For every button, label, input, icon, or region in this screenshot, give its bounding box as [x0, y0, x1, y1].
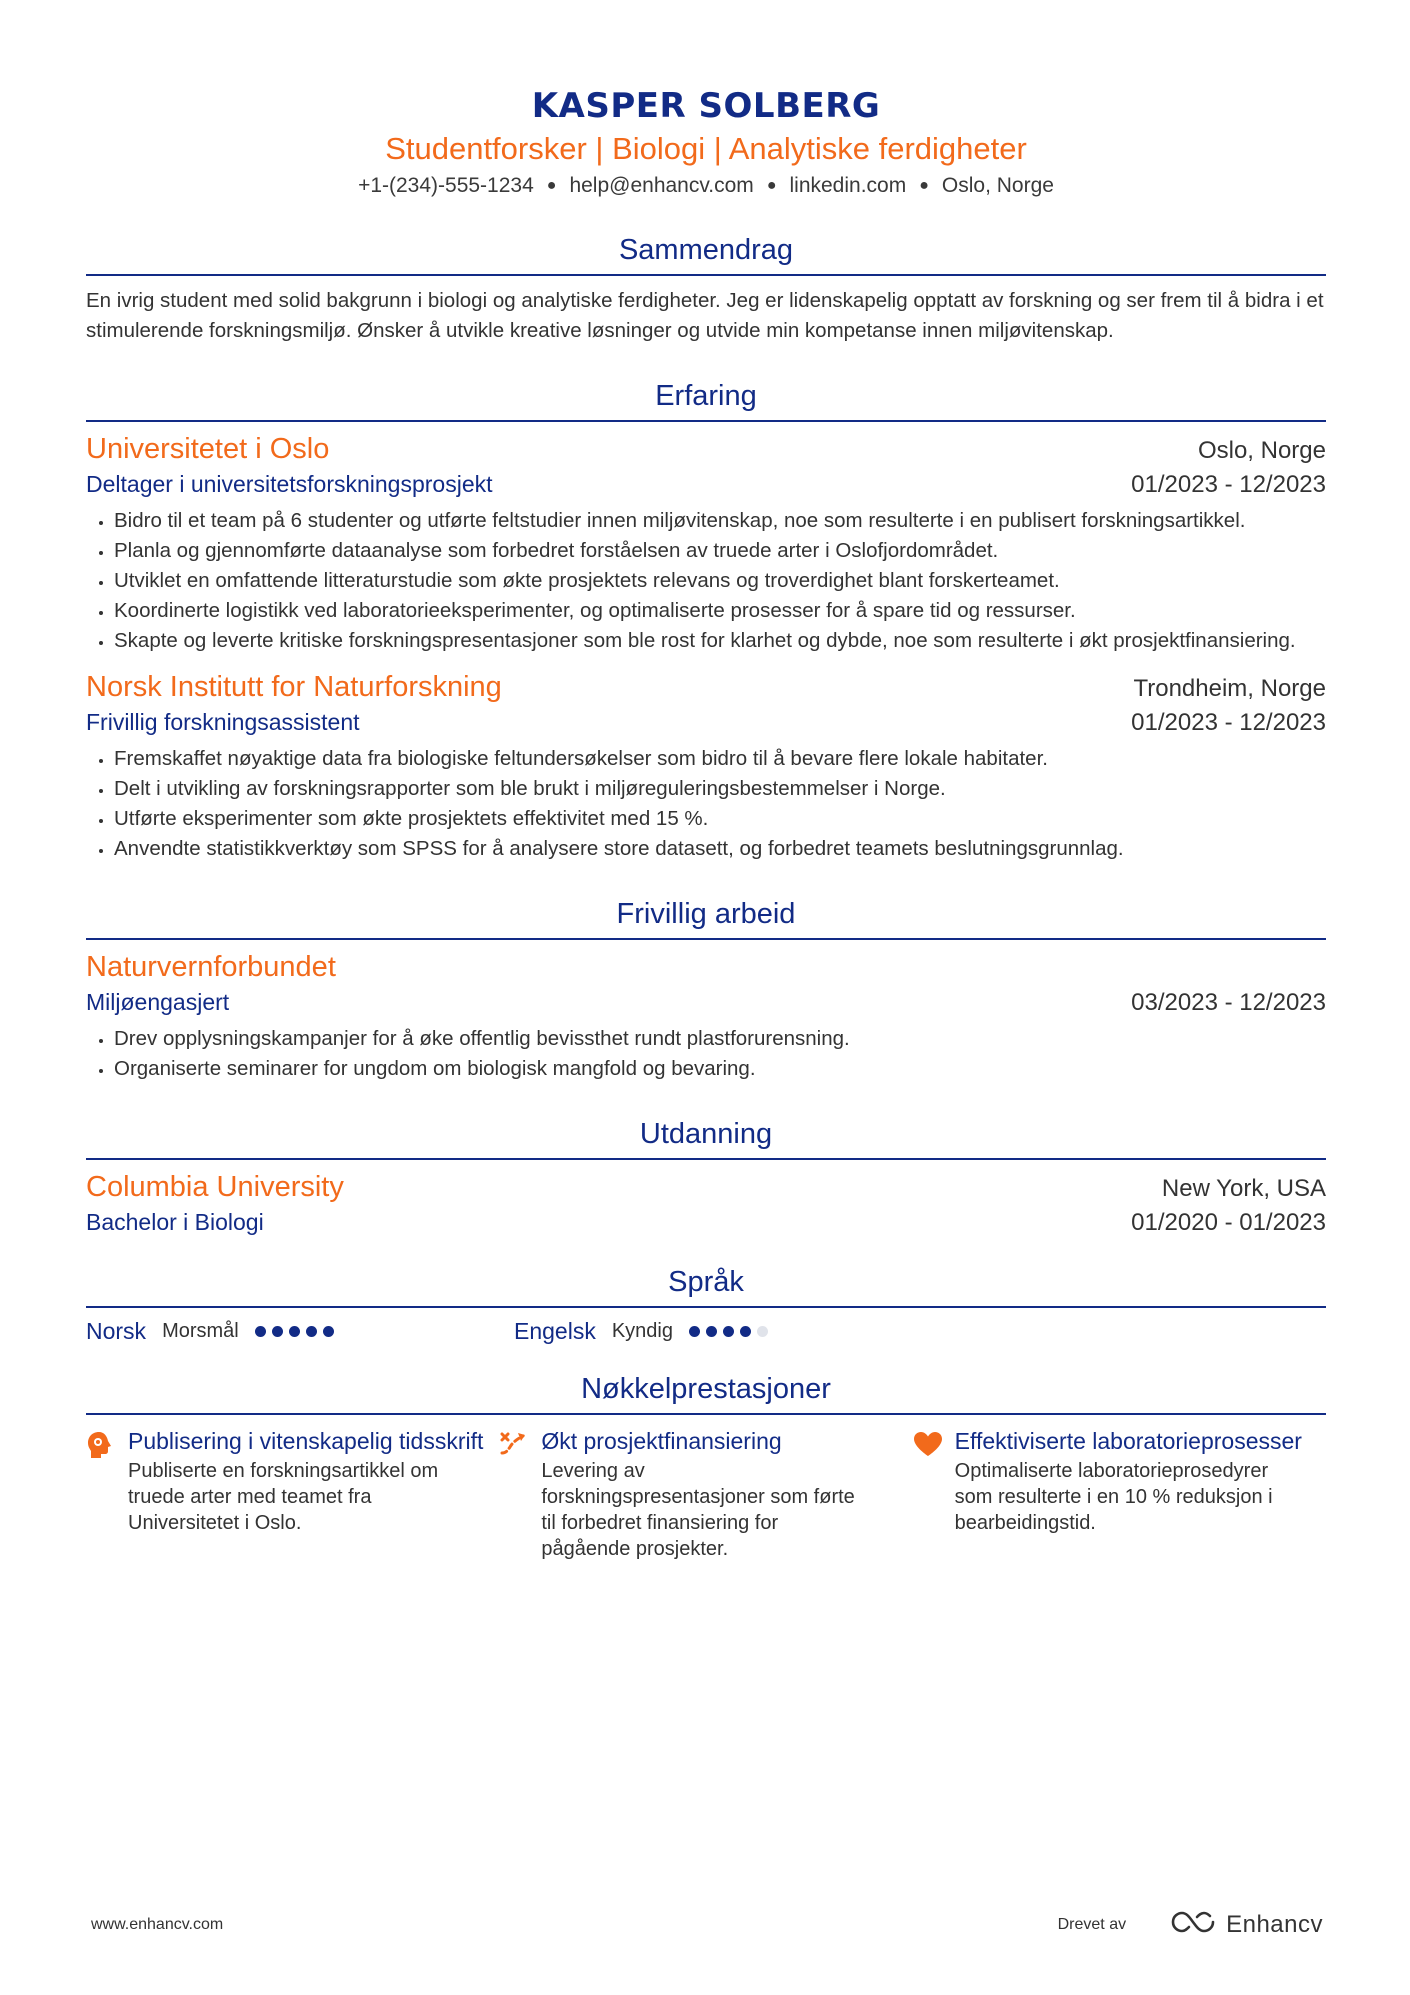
company-name: Norsk Institutt for Naturforskning	[86, 671, 502, 703]
summary-section	[86, 230, 1326, 346]
bullet-list	[86, 1024, 1326, 1084]
rating-dot	[689, 1326, 700, 1337]
bullet-list	[86, 506, 1326, 656]
bullet-item: • Drev opplysningskampanjer for å øke offentlig bevissthet rundt plastforurensning.	[114, 1024, 1326, 1054]
summary-text: En ivrig student med solid bakgrunn i biologi og analytiske ferdigheter. Jeg er lidenskapelig opptatt av forskning og ser frem til å bidra i et stimulerende forskningsmiljø. Ønsker å utvikle kreative løsninger og utvide min kompetanse innen miljøvitenskap.	[86, 289, 1324, 342]
achievement-item	[86, 1427, 499, 1562]
language-level: Kyndig	[611, 1320, 673, 1342]
heart-icon	[913, 1427, 955, 1562]
rating-dot	[706, 1326, 717, 1337]
section-title-languages: Språk	[86, 1262, 1326, 1308]
contact-info	[86, 170, 1326, 202]
entry-dates: 01/2020 - 01/2023	[1131, 1209, 1326, 1236]
separator-dot: ●	[766, 177, 777, 194]
job-role: Deltager i universitetsforskningsprosjekt	[86, 471, 493, 497]
achievement-desc: Optimaliserte laboratorieprosedyrer som resulterte i en 10 % reduksjon i bearbeidingstid.	[954, 1460, 1273, 1534]
experience-section	[86, 376, 1326, 864]
entry-dates: 03/2023 - 12/2023	[1131, 989, 1326, 1016]
separator-dot: ●	[546, 177, 557, 194]
rating-dot	[757, 1326, 768, 1337]
brand-name: Enhancv	[1226, 1910, 1323, 1938]
bullet-item: • Utførte eksperimenter som økte prosjektets effektivitet med 15 %.	[114, 804, 1326, 834]
section-title-achievements: Nøkkelprestasjoner	[86, 1369, 1326, 1415]
section-title-summary: Sammendrag	[86, 230, 1326, 276]
bullet-item: • Utviklet en omfattende litteraturstudie som økte prosjektets relevans og troverdighet blant forskerteamet.	[114, 566, 1326, 596]
contact-location: Oslo, Norge	[941, 174, 1054, 197]
contact-email[interactable]: help@enhancv.com	[569, 174, 754, 197]
section-title-volunteer: Frivillig arbeid	[86, 894, 1326, 940]
company-name: Universitetet i Oslo	[86, 433, 330, 465]
rating-dot	[740, 1326, 751, 1337]
bullet-item: • Planla og gjennomførte dataanalyse som forbedret forståelsen av truede arter i Oslofjordområdet.	[114, 536, 1326, 566]
languages-section	[86, 1262, 1326, 1345]
organization-name: Naturvernforbundet	[86, 951, 336, 983]
separator-dot: ●	[919, 177, 929, 194]
language-item	[514, 1318, 942, 1345]
page-footer	[91, 1910, 1323, 1939]
bullet-item: • Fremskaffet nøyaktige data fra biologiske feltundersøkelser som bidro til å bevare flere lokale habitater.	[114, 744, 1326, 774]
achievement-title: Økt prosjektfinansiering	[541, 1428, 782, 1454]
bullet-item: • Organiserte seminarer for ungdom om biologisk mangfold og bevaring.	[114, 1054, 1326, 1084]
achievement-desc: Levering av forskningspresentasjoner som førte til forbedret finansiering for pågående prosjekter.	[541, 1460, 855, 1560]
achievement-title: Effektiviserte laboratorieprosesser	[954, 1428, 1302, 1454]
language-level: Morsmål	[162, 1320, 239, 1342]
resume-header	[86, 78, 1326, 202]
education-entry	[86, 1168, 1326, 1238]
volunteer-entry	[86, 948, 1326, 1084]
language-name: Engelsk	[514, 1318, 596, 1344]
experience-entry	[86, 668, 1326, 864]
achievements-section	[86, 1369, 1326, 1562]
entry-dates: 01/2023 - 12/2023	[1131, 471, 1326, 498]
bullet-item: • Skapte og leverte kritiske forskningspresentasjoner som ble rost for klarhet og dybde, noe som resulterte i økt prosjektfinansiering.	[114, 626, 1326, 656]
entry-location: Trondheim, Norge	[1133, 675, 1326, 702]
resume-page	[86, 70, 1326, 1562]
language-rating	[255, 1326, 334, 1337]
bullet-item: • Delt i utvikling av forskningsrapporter som ble brukt i miljøreguleringsbestemmelser i Norge.	[114, 774, 1326, 804]
rating-dot	[272, 1326, 283, 1337]
language-item	[86, 1318, 514, 1345]
footer-url[interactable]: www.enhancv.com	[91, 1915, 224, 1933]
bullet-item: • Koordinerte logistikk ved laboratorieeksperimenter, og optimaliserte prosesser for å spare tid og ressurser.	[114, 596, 1326, 626]
entry-location: Oslo, Norge	[1197, 437, 1326, 464]
entry-location: New York, USA	[1161, 1175, 1326, 1202]
achievement-title: Publisering i vitenskapelig tidsskrift	[128, 1428, 484, 1454]
rating-dot	[723, 1326, 734, 1337]
rating-dot	[323, 1326, 334, 1337]
rating-dot	[255, 1326, 266, 1337]
job-role: Frivillig forskningsassistent	[86, 709, 360, 735]
achievement-item	[913, 1427, 1326, 1562]
education-section	[86, 1114, 1326, 1238]
bullet-item: • Bidro til et team på 6 studenter og utførte feltstudier innen miljøvitenskap, noe som resulterte i en publisert forskningsartikkel.	[114, 506, 1326, 536]
experience-entry	[86, 430, 1326, 656]
degree: Bachelor i Biologi	[86, 1209, 264, 1235]
section-title-education: Utdanning	[86, 1114, 1326, 1160]
candidate-name: KASPER SOLBERG	[531, 86, 881, 126]
language-rating	[689, 1326, 768, 1337]
section-title-experience: Erfaring	[86, 376, 1326, 422]
contact-phone[interactable]: +1-(234)-555-1234	[358, 174, 534, 197]
head-icon	[86, 1427, 128, 1562]
powered-by-label: Drevet av	[1057, 1915, 1127, 1933]
route-icon	[499, 1427, 541, 1562]
volunteer-section	[86, 894, 1326, 1084]
school-name: Columbia University	[86, 1171, 344, 1203]
volunteer-role: Miljøengasjert	[86, 989, 230, 1015]
entry-dates: 01/2023 - 12/2023	[1131, 709, 1326, 736]
bullet-item: • Anvendte statistikkverktøy som SPSS for å analysere store datasett, og forbedret teamets beslutningsgrunnlag.	[114, 834, 1326, 864]
enhancv-logo-icon	[1170, 1910, 1216, 1939]
achievement-desc: Publiserte en forskningsartikkel om truede arter med teamet fra Universitetet i Oslo.	[128, 1460, 439, 1534]
rating-dot	[306, 1326, 317, 1337]
achievement-item	[499, 1427, 912, 1562]
bullet-list	[86, 744, 1326, 864]
rating-dot	[289, 1326, 300, 1337]
candidate-tagline: Studentforsker | Biologi | Analytiske ferdigheter	[385, 131, 1027, 166]
language-name: Norsk	[86, 1318, 147, 1344]
contact-linkedin[interactable]: linkedin.com	[789, 174, 907, 197]
